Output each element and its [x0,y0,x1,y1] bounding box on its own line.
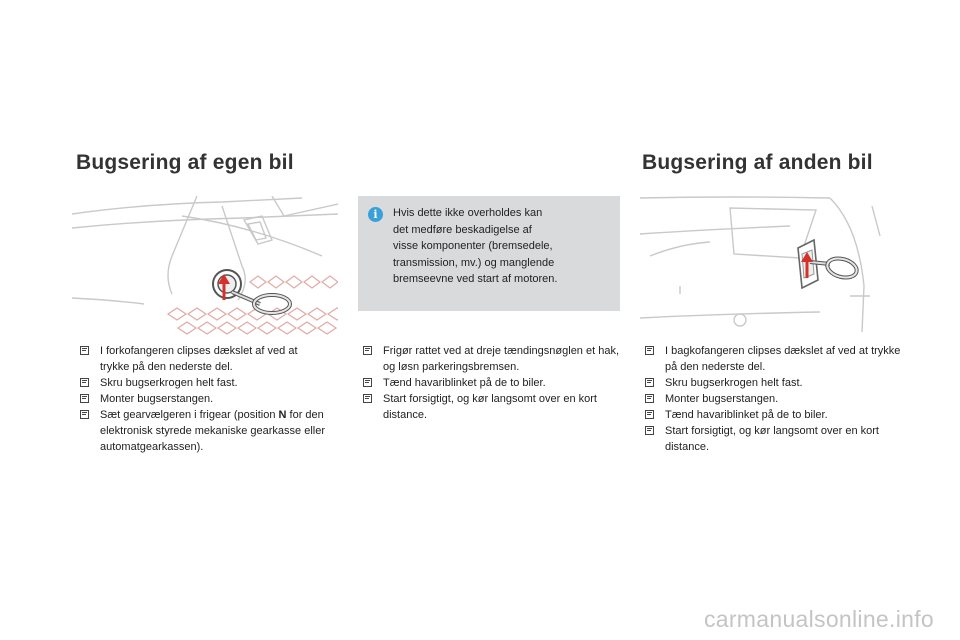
other-car-steps [643,343,903,455]
rear-tow-hook-illustration [640,196,910,332]
list-item: Monter bugserstangen. [78,391,328,407]
list-item: Sæt gearvælgeren i frigear (position N for den elektronisk styrede mekaniske gearkasse eller automatgearkassen). [78,407,328,455]
list-item: I bagkofangeren clipses dækslet af ved at trykke på den nederste del. [643,343,903,375]
checkbox-bullet-icon [645,394,654,403]
list-item: Skru bugserkrogen helt fast. [643,375,903,391]
list-item: Monter bugserstangen. [643,391,903,407]
info-text: Hvis dette ikke overholdes kan det medføre beskadigelse af visse komponenter (bremsedele, transmission, mv.) og manglende bremseevne ved start af motoren. [393,207,558,285]
checkbox-bullet-icon [363,378,372,387]
section-title-other-car: Bugsering af anden bil [642,151,873,174]
own-car-steps-continued [361,343,623,423]
list-item: Skru bugserkrogen helt fast. [78,375,328,391]
section-title-own-car: Bugsering af egen bil [76,151,294,174]
checkbox-bullet-icon [363,394,372,403]
rear-bumper-drawing [640,196,910,332]
front-bumper-drawing [72,196,338,336]
list-item: Start forsigtigt, og kør langsomt over en kort distance. [361,391,623,423]
front-tow-hook-illustration [72,196,338,336]
list-item: Start forsigtigt, og kør langsomt over en kort distance. [643,423,903,455]
checkbox-bullet-icon [80,346,89,355]
list-item: I forkofangeren clipses dækslet af ved at trykke på den nederste del. [78,343,328,375]
list-item: Tænd havariblinket på de to biler. [361,375,623,391]
own-car-steps [78,343,328,455]
list-item: Tænd havariblinket på de to biler. [643,407,903,423]
checkbox-bullet-icon [80,378,89,387]
watermark: carmanualsonline.info [703,606,934,632]
checkbox-bullet-icon [363,346,372,355]
info-icon: i [368,207,383,222]
checkbox-bullet-icon [80,410,89,419]
list-item: Frigør rattet ved at dreje tændingsnøglen et hak, og løsn parkeringsbremsen. [361,343,623,375]
checkbox-bullet-icon [80,394,89,403]
checkbox-bullet-icon [645,410,654,419]
checkbox-bullet-icon [645,378,654,387]
checkbox-bullet-icon [645,346,654,355]
checkbox-bullet-icon [645,426,654,435]
warning-info-box [358,196,620,311]
gear-position-n: N [278,409,287,421]
